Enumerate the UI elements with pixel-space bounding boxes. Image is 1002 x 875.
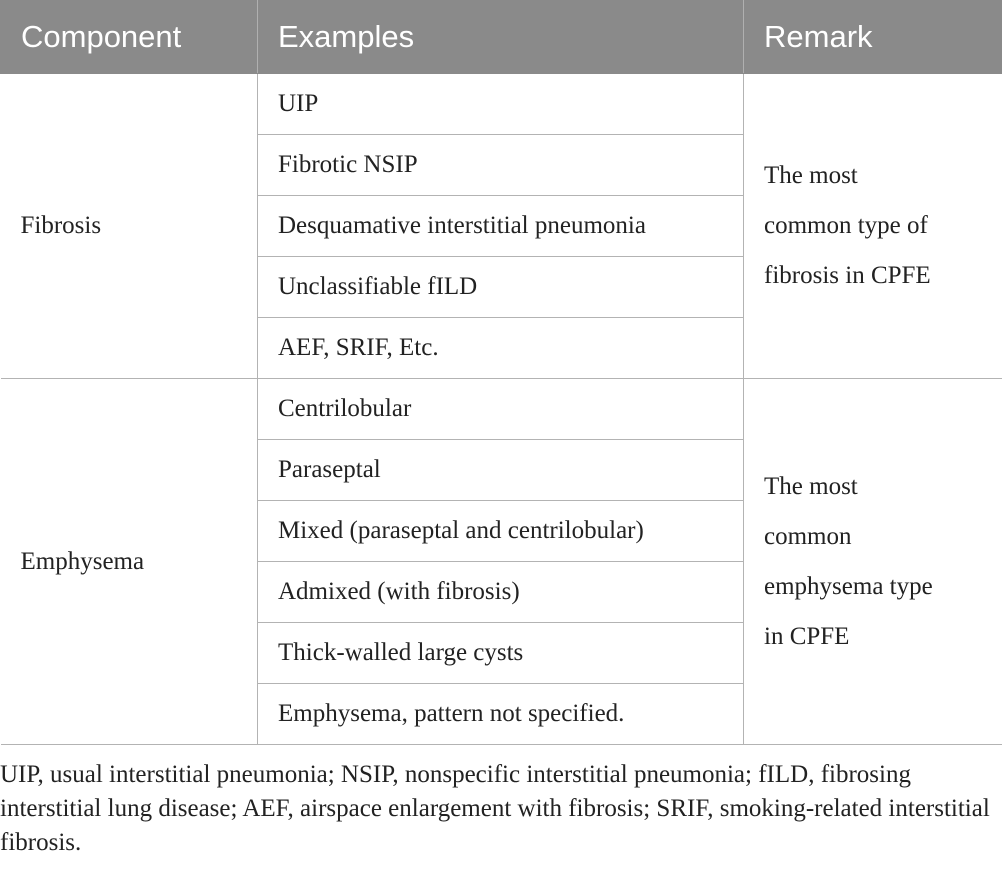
table-footnote: UIP, usual interstitial pneumonia; NSIP, nonspecific interstitial pneumonia; fILD, fibrosing interstitial lung disease; AEF, airspace enlargement with fibrosis; SRIF, smoking-related interstitial fibrosis.: [0, 761, 990, 856]
example-cell: Unclassifiable fILD: [258, 257, 744, 318]
example-cell: Emphysema, pattern not specified.: [258, 684, 744, 745]
remark-fibrosis: [744, 74, 1002, 379]
header-component: Component: [1, 1, 258, 74]
remark-line: fibrosis in CPFE: [764, 262, 931, 289]
remark-line: The most: [764, 162, 858, 189]
remark-emphysema: [744, 379, 1002, 745]
example-cell: Centrilobular: [258, 379, 744, 440]
example-cell: UIP: [258, 74, 744, 135]
remark-line: emphysema type: [764, 572, 933, 600]
example-cell: Paraseptal: [258, 440, 744, 501]
example-cell: Admixed (with fibrosis): [258, 562, 744, 623]
example-cell: Fibrotic NSIP: [258, 135, 744, 196]
component-fibrosis: Fibrosis: [1, 74, 258, 379]
table-row: [1, 74, 1002, 135]
remark-line: common type of: [764, 212, 928, 239]
header-remark: Remark: [744, 1, 1002, 74]
example-cell: AEF, SRIF, Etc.: [258, 318, 744, 379]
header-examples: Examples: [258, 1, 744, 74]
example-cell: Thick-walled large cysts: [258, 623, 744, 684]
remark-line: common: [764, 522, 852, 550]
example-cell: Desquamative interstitial pneumonia: [258, 196, 744, 257]
example-cell: Mixed (paraseptal and centrilobular): [258, 501, 744, 562]
table-row: [1, 379, 1002, 440]
component-emphysema: Emphysema: [1, 379, 258, 745]
remark-line: in CPFE: [764, 622, 850, 650]
remark-line: The most: [764, 472, 858, 500]
header-row: [1, 1, 1002, 74]
